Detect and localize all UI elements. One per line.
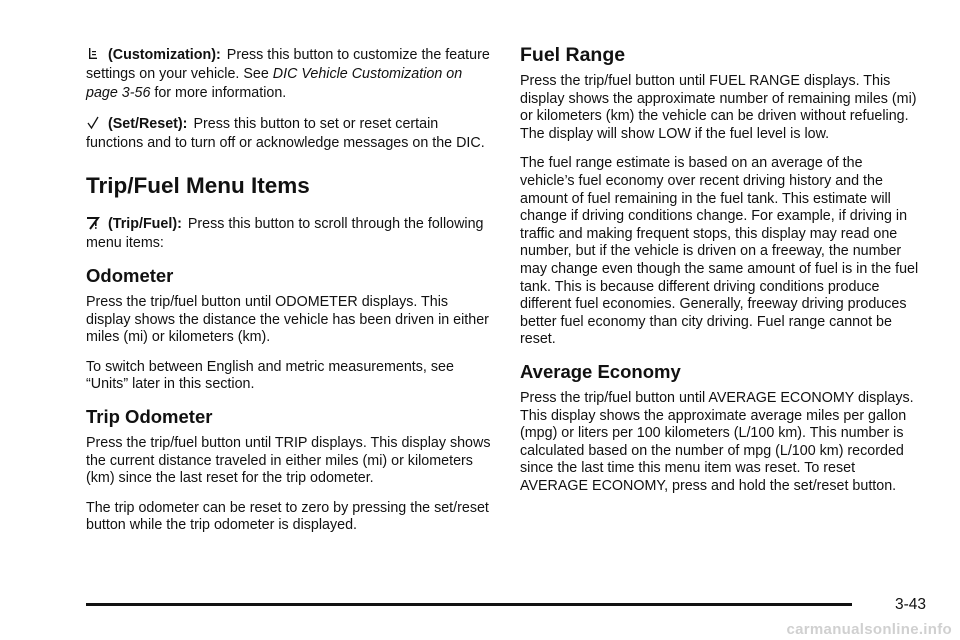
odometer-paragraph-2: To switch between English and metric measurements, see “Units” later in this section. <box>86 358 454 393</box>
fuel-range-paragraph-1: Press the trip/fuel button until FUEL RANGE displays. This display shows the approximate number of remaining miles (mi) or kilometers (km) the vehicle can be driven without refueling. The display will show LOW if the fuel level is low. <box>520 73 917 142</box>
section-title: Trip/Fuel Menu Items <box>86 173 310 198</box>
customization-text-after: for more information. <box>150 85 287 101</box>
customization-link[interactable]: DIC Vehicle Customization on page 3-56 <box>86 66 463 101</box>
watermark: carmanualsonline.info <box>786 621 952 638</box>
trip-fuel-paragraph <box>86 215 494 253</box>
trip-fuel-icon <box>86 216 100 230</box>
trip-fuel-text: Press this button to scroll through the following menu items: <box>86 216 484 251</box>
footer-rule <box>86 603 852 606</box>
trip-fuel-label: (Trip/Fuel): <box>108 216 182 232</box>
trip-odometer-paragraph-2: The trip odometer can be reset to zero by pressing the set/reset button while the trip odometer is displayed. <box>86 499 489 534</box>
fuel-range-heading: Fuel Range <box>520 44 626 66</box>
right-column <box>520 44 920 507</box>
odometer-paragraph-1: Press the trip/fuel button until ODOMETER displays. This display shows the distance the vehicle has been driven in either miles (mi) or kilometers (km). <box>86 294 489 346</box>
checkmark-icon <box>86 116 100 130</box>
odometer-heading: Odometer <box>86 265 174 286</box>
set-reset-paragraph <box>86 115 494 153</box>
page-number: 3-43 <box>894 596 926 613</box>
customization-text: Press this button to customize the feature settings on your vehicle. See <box>86 47 490 82</box>
trip-odometer-paragraph-1: Press the trip/fuel button until TRIP displays. This display shows the current distance traveled in either miles (mi) or kilometers (km) since the last reset for the trip odometer. <box>86 434 491 487</box>
average-economy-heading: Average Economy <box>520 360 681 382</box>
trip-odometer-heading: Trip Odometer <box>86 405 213 427</box>
average-economy-paragraph: Press the trip/fuel button until AVERAGE ECONOMY displays. This display shows the approximate average miles per gallon (mpg) or liters per 100 kilometers (L/100 km). This number is calculated based on the number of mpg (L/100 km) recorded since the last time this menu item was reset. To reset AVERAGE ECONOMY, press and hold the set/reset button. <box>520 389 914 494</box>
customization-label: (Customization): <box>108 47 221 63</box>
set-reset-label: (Set/Reset): <box>108 116 188 132</box>
customization-paragraph <box>86 46 494 103</box>
left-column <box>86 46 494 547</box>
customization-icon <box>86 47 100 61</box>
fuel-range-paragraph-2: The fuel range estimate is based on an average of the vehicle’s fuel economy over recent driving history and the amount of fuel remaining in the fuel tank. This estimate will change if driving conditions change. For example, if driving in traffic and making frequent stops, this display may read one number, but if the vehicle is driven on a freeway, the number may change even though the same amount of fuel is in the fuel tank. This is because different driving conditions produce different fuel economies. Generally, freeway driving produces better fuel economy than city driving. Fuel range cannot be reset. <box>520 155 919 348</box>
set-reset-text: Press this button to set or reset certain functions and to turn off or acknowledge messages on the DIC. <box>86 116 485 151</box>
